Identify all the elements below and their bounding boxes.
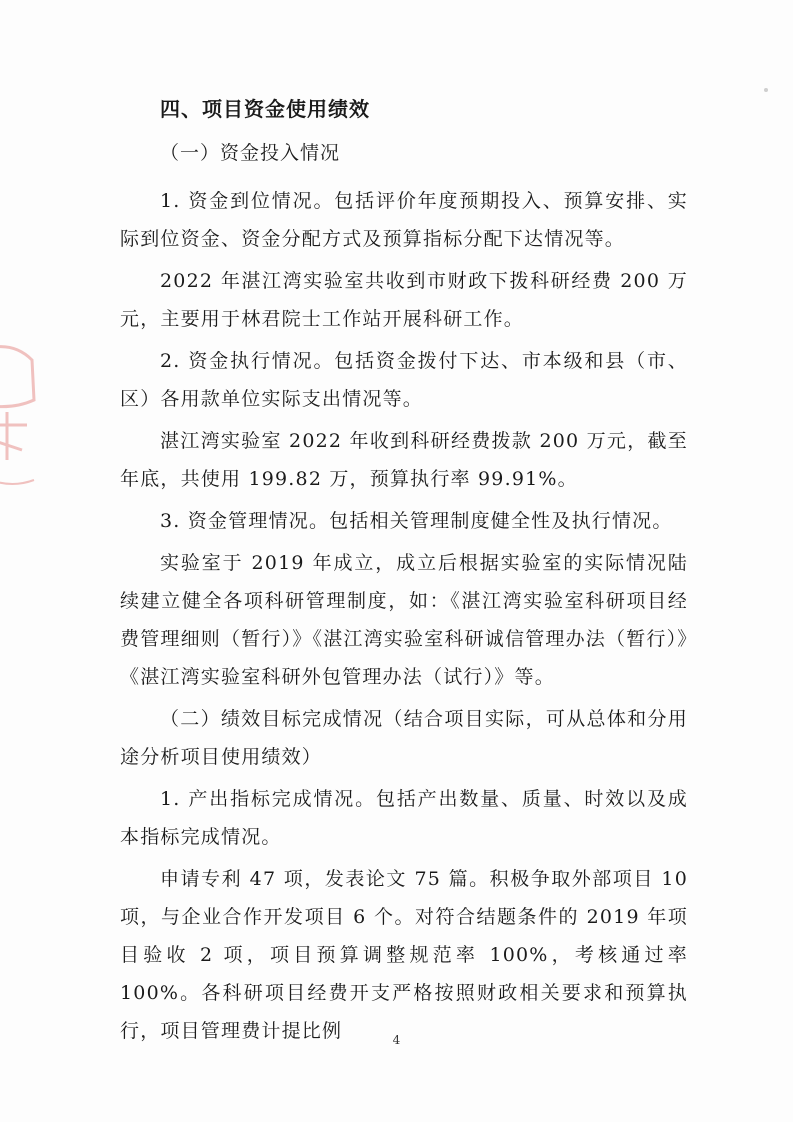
paragraph-output-indicators: 1. 产出指标完成情况。包括产出数量、质量、时效以及成本指标完成情况。 [120,788,688,848]
red-seal-stamp-icon [0,330,42,500]
document-body [120,94,688,1054]
paragraph-output-indicators-detail: 申请专利 47 项，发表论文 75 篇。积极争取外部项目 10 项，与企业合作开发项目 6 个。对符合结题条件的 2019 年项目验收 2 项，项目预算调整规范率 100%，考核通过率 100%。各科研项目经费开支严格按照财政相关要求和预算执行，项目管理费计提比例 [120,868,688,1042]
paragraph-fund-arrival-detail: 2022 年湛江湾实验室共收到市财政下拨科研经费 200 万元，主要用于林君院士工作站开展科研工作。 [120,270,688,330]
paragraph-fund-execution-detail: 湛江湾实验室 2022 年收到科研经费拨款 200 万元，截至年底，共使用 199.82 万，预算执行率 99.91%。 [120,430,688,490]
paragraph-fund-arrival: 1. 资金到位情况。包括评价年度预期投入、预算安排、实际到位资金、资金分配方式及预算指标分配下达情况等。 [120,190,688,250]
page-number: 4 [392,1033,401,1047]
section-heading: 四、项目资金使用绩效 [160,97,370,121]
scan-speck [764,88,768,92]
paragraph-fund-management-detail: 实验室于 2019 年成立，成立后根据实验室的实际情况陆续建立健全各项科研管理制度，如：《湛江湾实验室科研项目经费管理细则（暂行）》《湛江湾实验室科研诚信管理办法（暂行）》《湛江湾实验室科研外包管理办法（试行）》等。 [120,552,689,688]
paragraph-fund-management: 3. 资金管理情况。包括相关管理制度健全性及执行情况。 [160,510,673,532]
subsection-title-1: （一）资金投入情况 [160,142,341,164]
subsection-title-2: （二）绩效目标完成情况（结合项目实际，可从总体和分用途分析项目使用绩效） [120,708,688,768]
paragraph-fund-execution: 2. 资金执行情况。包括资金拨付下达、市本级和县（市、区）各用款单位实际支出情况等。 [120,350,688,410]
